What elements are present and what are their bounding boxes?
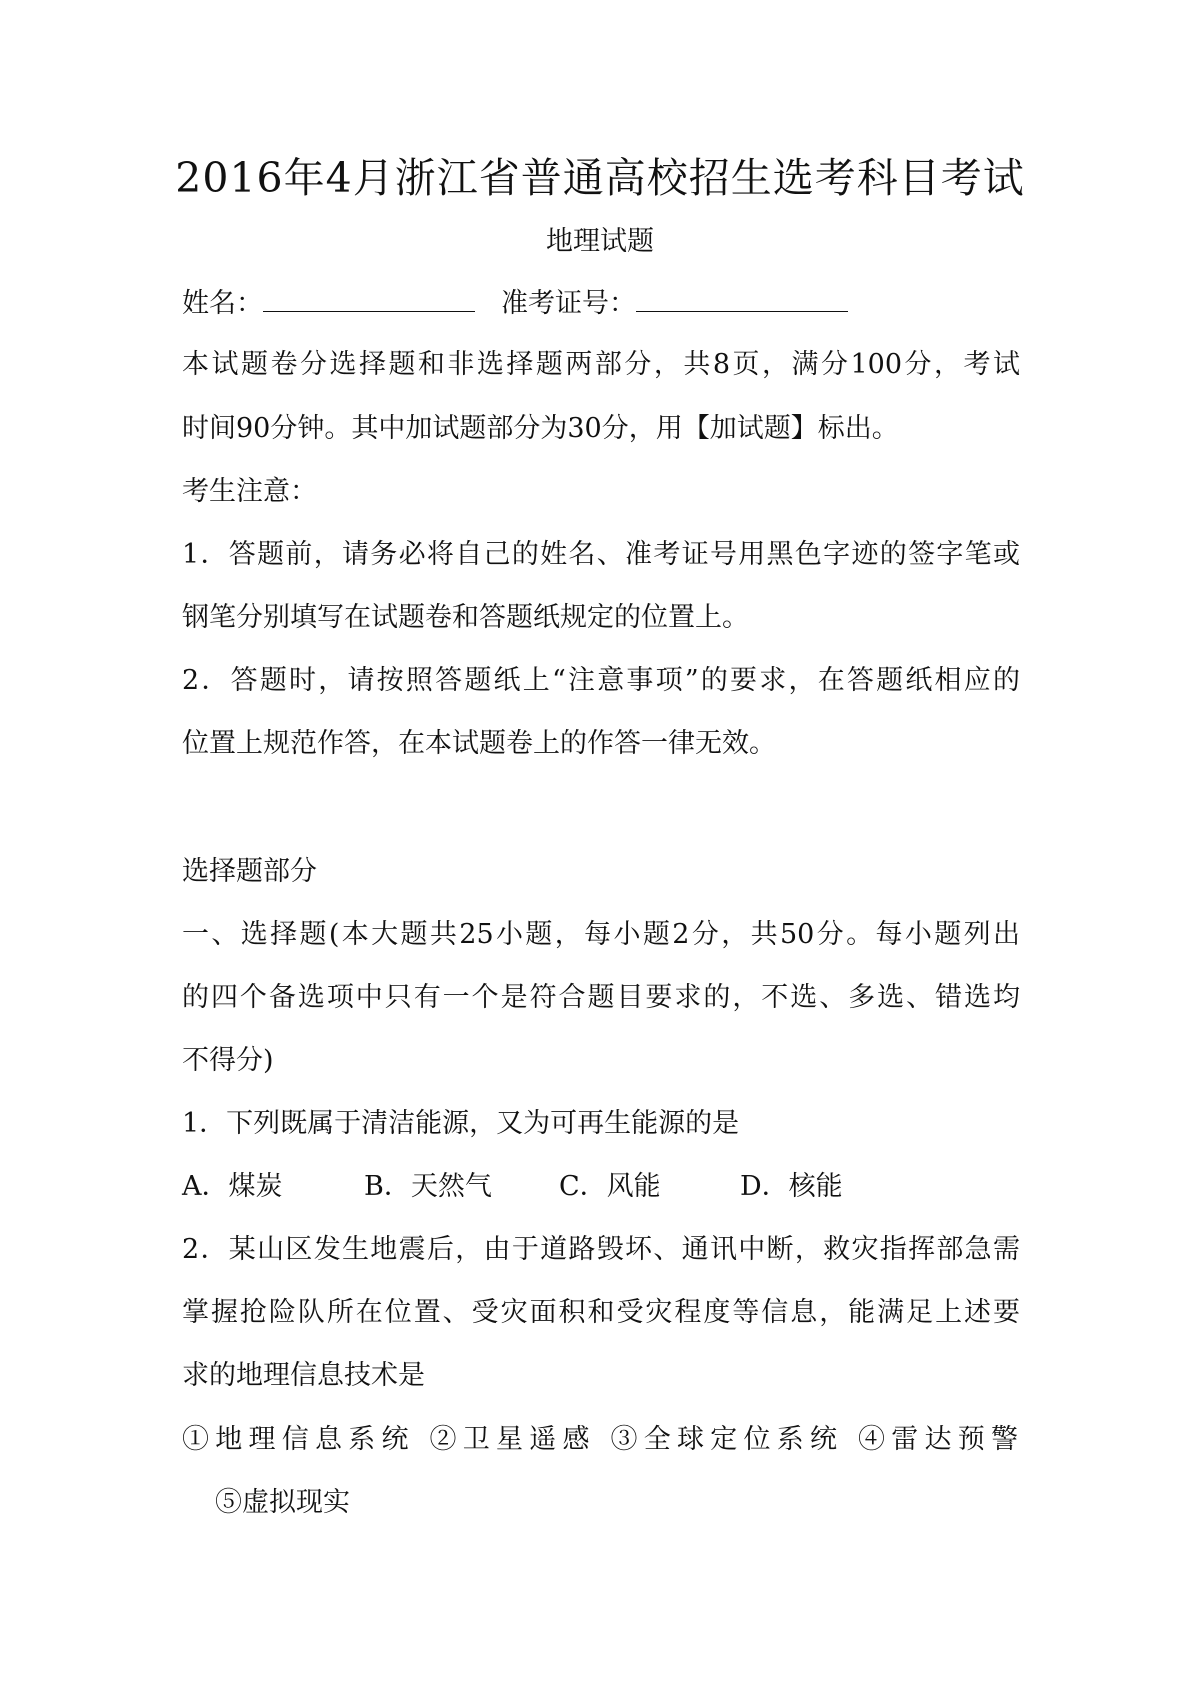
q1-option-c: C．风能 (559, 1171, 661, 1202)
notice-item-2-line-2: 位置上规范作答，在本试题卷上的作答一律无效。 (182, 728, 776, 759)
question-1-options (182, 1167, 860, 1207)
exam-subtitle: 地理试题 (546, 226, 654, 257)
notice-item-2-line-1: 2．答题时，请按照答题纸上“注意事项”的要求，在答题纸相应的 (182, 665, 1020, 696)
id-blank (636, 283, 848, 312)
q1-option-d: D．核能 (740, 1171, 843, 1202)
question-2-stem-line-3: 求的地理信息技术是 (182, 1360, 425, 1391)
name-blank (263, 283, 475, 312)
name-label: 姓名： (182, 288, 263, 319)
intro-line-1: 本试题卷分选择题和非选择题两部分，共8页，满分100分，考试 (182, 349, 1020, 380)
q1-option-a: A．煤炭 (182, 1171, 283, 1202)
id-label: 准考证号： (501, 288, 636, 319)
section-instructions-line-3: 不得分) (182, 1045, 274, 1076)
intro-line-2: 时间90分钟。其中加试题部分为30分，用【加试题】标出。 (182, 413, 899, 444)
question-2-choices-line-2: ⑤虚拟现实 (215, 1487, 350, 1518)
question-1-stem: 1．下列既属于清洁能源，又为可再生能源的是 (182, 1108, 740, 1139)
question-2-stem-line-2: 掌握抢险队所在位置、受灾面积和受灾程度等信息，能满足上述要 (182, 1297, 1020, 1328)
candidate-info-row (182, 283, 848, 324)
exam-title: 2016年4月浙江省普通高校招生选考科目考试 (175, 154, 1025, 202)
question-2-choices-line-1: ①地理信息系统 ②卫星遥感 ③全球定位系统 ④雷达预警 (182, 1424, 1020, 1455)
section-heading: 选择题部分 (182, 856, 317, 887)
notice-item-1-line-2: 钢笔分别填写在试题卷和答题纸规定的位置上。 (182, 602, 749, 633)
question-2-stem-line-1: 2．某山区发生地震后，由于道路毁坏、通讯中断，救灾指挥部急需 (182, 1234, 1020, 1265)
section-instructions-line-1: 一、选择题(本大题共25小题，每小题2分，共50分。每小题列出 (182, 919, 1020, 950)
q1-option-b: B．天然气 (364, 1171, 492, 1202)
notice-heading: 考生注意： (182, 476, 317, 507)
notice-item-1-line-1: 1．答题前，请务必将自己的姓名、准考证号用黑色字迹的签字笔或 (182, 539, 1020, 570)
section-instructions-line-2: 的四个备选项中只有一个是符合题目要求的，不选、多选、错选均 (182, 982, 1020, 1013)
